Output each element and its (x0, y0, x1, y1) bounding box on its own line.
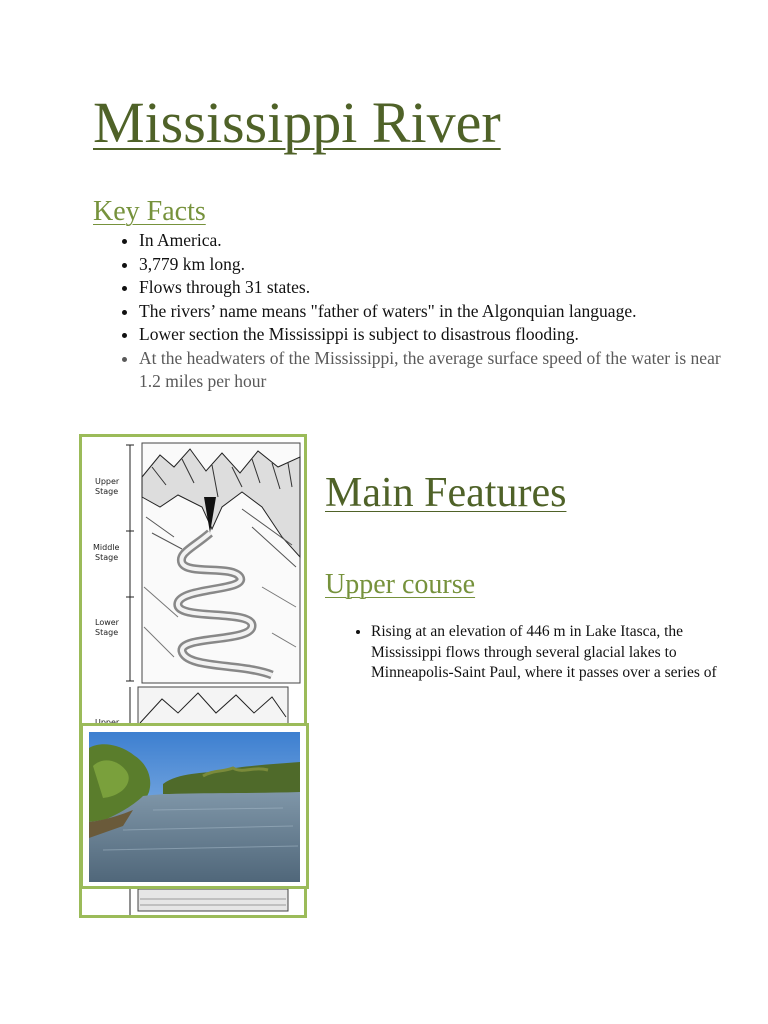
list-item: • At the headwaters of the Mississippi, the average surface speed of the water is near 1.2 miles per hour (139, 347, 729, 394)
stage-label: Stage (95, 553, 119, 562)
list-item: • Rising at an elevation of 446 m in Lake Itasca, the Mississippi flows through several glacial lakes to Minneapolis-Saint Paul, where it passes over a series of (371, 622, 731, 684)
river-photo (80, 723, 309, 889)
list-item: • Lower section the Mississippi is subject to disastrous flooding. (139, 323, 729, 347)
stage-label: Middle (93, 543, 120, 552)
stage-label: Upper (95, 477, 120, 486)
list-item: • 3,779 km long. (139, 253, 729, 277)
list-item: • The rivers’ name means "father of waters" in the Algonquian language. (139, 300, 729, 324)
stage-label: Lower (95, 618, 119, 627)
river-photo-image (83, 726, 306, 886)
stage-label: Stage (95, 628, 119, 637)
list-item: • In America. (139, 229, 729, 253)
list-item: • Flows through 31 states. (139, 276, 729, 300)
page-title: Mississippi River (93, 90, 501, 155)
stage-label: Stage (95, 487, 119, 496)
key-facts-list (93, 229, 729, 394)
upper-course-list (325, 622, 731, 684)
upper-course-heading: Upper course (325, 569, 476, 600)
key-facts-heading: Key Facts (93, 196, 206, 227)
main-features-heading: Main Features (325, 470, 567, 516)
